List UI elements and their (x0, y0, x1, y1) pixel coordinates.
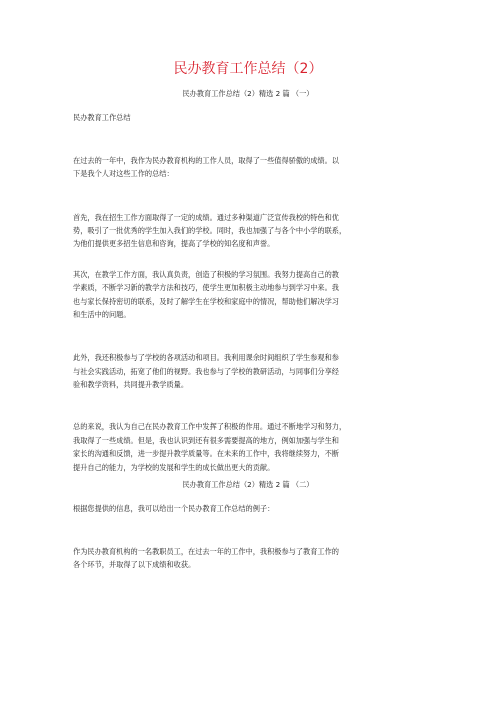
part2-heading: 民办教育工作总结（2）精选 2 篇 （二） (182, 480, 314, 489)
document-title: 民办教育工作总结（2） (173, 61, 323, 77)
text-line: 为他们提供更多招生信息和咨询，提高了学校的知名度和声誉。 (73, 239, 275, 248)
text-line: 首先，我在招生工作方面取得了一定的成绩。通过多种渠道广泛宣传我校的特色和优 (73, 213, 339, 222)
text-line: 家长的沟通和反馈，进一步提升教学质量等。在未来的工作中，我将继续努力，不断 (73, 449, 339, 458)
text-line: 我取得了一些成绩。但是，我也认识到还有很多需要提高的地方，例如加强与学生和 (73, 436, 339, 445)
text-line: 势，吸引了一批优秀的学生加入我们的学校。同时，我也加强了与各个中小学的联系， (73, 226, 347, 235)
text-line: 也与家长保持密切的联系，及时了解学生在学校和家庭中的情况，帮助他们解决学习 (73, 297, 339, 306)
paragraph-6: 根据您提供的信息，我可以给出一个民办教育工作总结的例子： (73, 504, 275, 513)
part1-heading: 民办教育工作总结（2）精选 2 篇 （一） (182, 89, 314, 98)
text-line: 此外，我还积极参与了学校的各项活动和项目。我利用课余时间组织了学生参观和参 (73, 353, 339, 362)
text-line: 其次，在教学工作方面，我认真负责，创造了积极的学习氛围。我努力提高自己的教 (73, 270, 339, 279)
text-line: 总的来说，我认为自己在民办教育工作中发挥了积极的作用。通过不断地学习和努力， (73, 422, 347, 431)
intro-label: 民办教育工作总结 (73, 113, 131, 122)
text-line: 和生活中的问题。 (73, 310, 131, 319)
text-line: 在过去的一年中，我作为民办教育机构的工作人员，取得了一些值得骄傲的成绩。以 (73, 156, 339, 165)
text-line: 验和教学资料，共同提升教学质量。 (73, 380, 189, 389)
text-line: 学素质，不断学习新的教学方法和技巧，使学生更加积极主动地参与到学习中来。我 (73, 283, 339, 292)
text-line: 与社会实践活动，拓宽了他们的视野。我也参与了学校的教研活动，与同事们分享经 (73, 367, 339, 376)
text-line: 下是我个人对这些工作的总结： (73, 169, 174, 178)
text-line: 提升自己的能力，为学校的发展和学生的成长做出更大的贡献。 (73, 463, 275, 472)
text-line: 各个环节，并取得了以下成绩和收获。 (73, 560, 196, 569)
text-line: 作为民办教育机构的一名教职员工，在过去一年的工作中，我积极参与了教育工作的 (73, 547, 339, 556)
